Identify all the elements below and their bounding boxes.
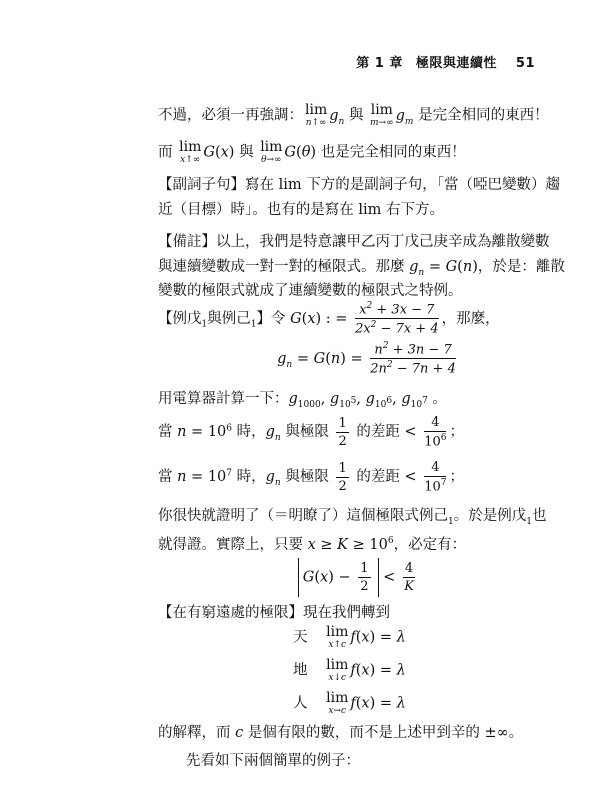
difference-line-2: 當 $n = 10^7$ 時，$g_n$ 與極限 $\frac{1}{2}$ 的差距 < $\frac{4}{10^7}$ ； — [158, 460, 464, 495]
inequality-abs: G(x) − $\frac{1}{2}$ < $\frac{4}{K}$ — [158, 558, 548, 597]
paragraph-note-line2: 與連續變數成一對一對的極限式。那麼 $g_n = G(n)$，於是：離散 — [158, 259, 565, 278]
paragraph-note-line1: 【備註】以上，我們是特意讓甲乙丙丁戊己庚辛成為離散變數 — [158, 234, 550, 250]
paragraph-examples-intro: 先看如下兩個簡單的例子： — [186, 753, 360, 769]
limit-expression: lim n↑∞ — [305, 102, 328, 128]
limit-di: 地 lim x↓c f(x) = λ — [293, 657, 406, 683]
limit-expression: lim m→∞ — [370, 102, 394, 128]
paragraph-emphasis-2: 而 lim x↑∞ G(x) 與 lim θ→∞ G(θ) 也是完全相同的東西！ — [158, 139, 466, 165]
limit-expression: lim θ→∞ — [260, 139, 283, 165]
example-definition: 【例戊$_1$與例己$_1$】令 G(x) : = $\frac{x^2 + 3x - 7}{2x^2 - 7x + 4}$ ，那麼， — [158, 301, 500, 337]
paragraph-explanation: 的解釋，而 c 是個有限的數，而不是上述甲到辛的 ±∞。 — [158, 725, 524, 741]
paragraph-adverb-line1: 【副詞子句】寫在 lim 下方的是副詞子句，「當（啞巴變數）趨 — [158, 177, 560, 193]
fraction-G-n: $\frac{n^2 + 3n - 7}{2n^2 - 7n + 4}$ — [370, 341, 456, 377]
chapter-title: 極限與連續性 — [415, 56, 497, 71]
paragraph-finite-limit: 【在有窮遠處的極限】現在我們轉到 — [158, 605, 390, 621]
chapter-label: 第 1 章 — [356, 56, 403, 71]
equation-g-n: $g_n = G(n)$ = $\frac{n^2 + 3n - 7}{2n^2 - 7n + 4}$ — [277, 341, 456, 377]
paragraph-note-line3: 變數的極限式就成了連續變數的極限式之特例。 — [158, 283, 463, 299]
limit-tian: 天 lim x↑c f(x) = λ — [293, 624, 406, 650]
limit-ren: 人 lim x→c f(x) = λ — [293, 690, 406, 716]
fraction-G-x: $\frac{x^2 + 3x - 7}{2x^2 - 7x + 4}$ — [355, 301, 439, 337]
proof-line1: 你很快就證明了（＝明瞭了）這個極限式例己$_1$。於是例戊$_1$也 — [158, 508, 547, 527]
page-header — [348, 52, 535, 71]
paragraph-adverb-line2: 近（目標）時」。也有的是寫在 lim 右下方。 — [158, 202, 444, 218]
page-number: 51 — [515, 56, 535, 71]
paragraph-emphasis: 不過，必須一再強調： lim n↑∞ $g_n$ 與 lim m→∞ $g_m$ 是完全相同的東西！ — [158, 102, 549, 128]
limit-expression: lim x↑∞ — [179, 139, 202, 165]
difference-line-1: 當 $n = 10^6$ 時，$g_n$ 與極限 $\frac{1}{2}$ 的差距 < $\frac{4}{10^6}$ ； — [158, 415, 464, 450]
calculator-line: 用電算器計算一下：$g_{1000}$, $g_{10^5}$, $g_{10^6}$, $g_{10^7}$ 。 — [158, 391, 447, 410]
proof-line2: 就得證。實際上，只要 $x \ge K \ge 10^6$，必定有： — [158, 536, 467, 553]
